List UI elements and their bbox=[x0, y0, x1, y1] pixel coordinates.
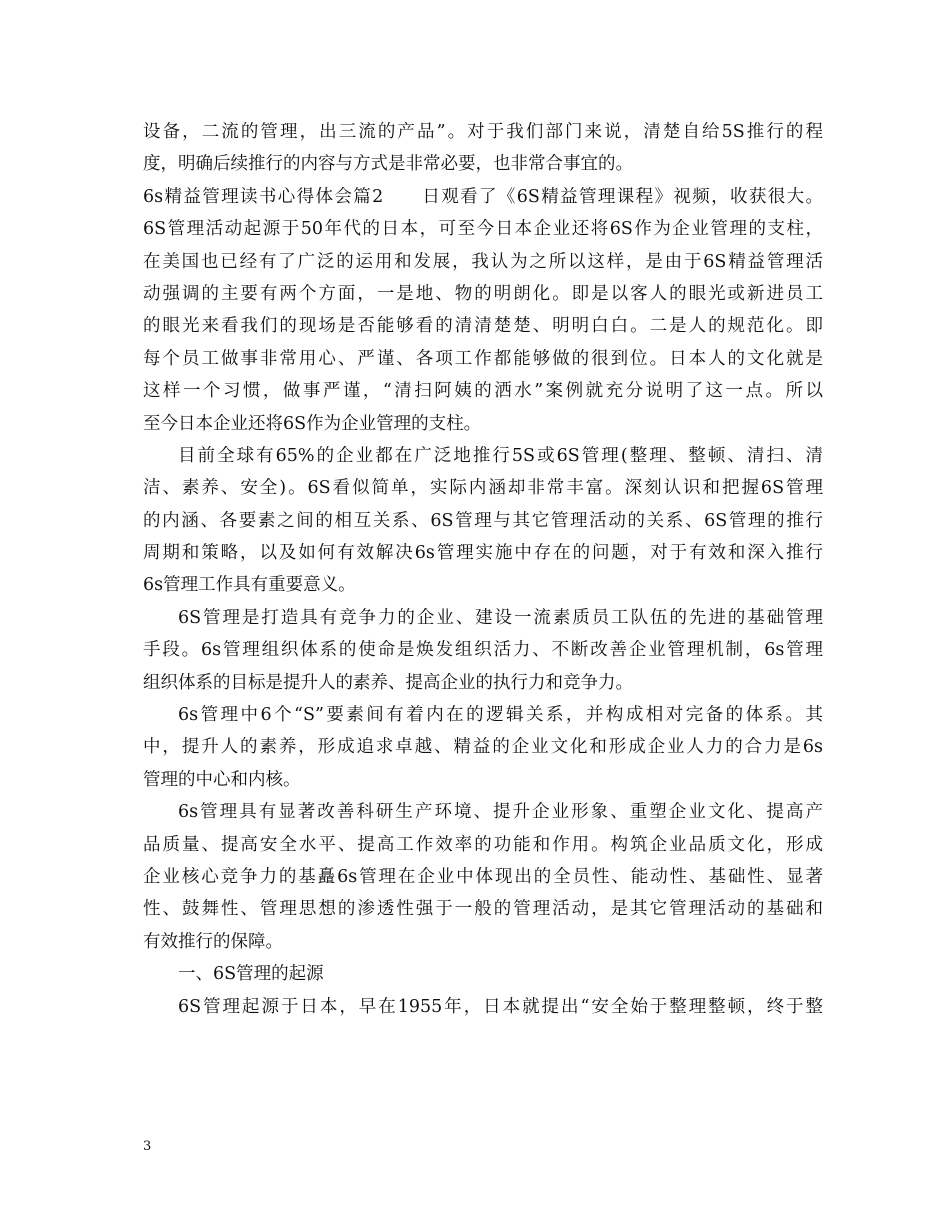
text-line: 管理的中心和内核。 bbox=[143, 769, 301, 790]
text-line: 洁、素养、安全)。6S看似简单，实际内涵却非常丰富。深刻认识和把握6S管理 bbox=[143, 478, 823, 499]
text-line: 手段。6s管理组织体系的使命是焕发组织活力、不断改善企业管理机制，6s管理 bbox=[143, 640, 823, 661]
text-line: 动强调的主要有两个方面，一是地、物的明朗化。即是以客人的眼光或新进员工 bbox=[143, 283, 823, 304]
text-line: 至今日本企业还将6S作为企业管理的支柱。 bbox=[143, 413, 482, 434]
text-line: 企业核心竞争力的基矗6s管理在企业中体现出的全员性、能动性、基础性、显著 bbox=[143, 866, 823, 887]
paragraph-first-line: 6S管理是打造具有竞争力的企业、建设一流素质员工队伍的先进的基础管理 bbox=[178, 607, 823, 628]
page-number: 3 bbox=[143, 1139, 152, 1154]
paragraph-first-line: 目前全球有65%的企业都在广泛地推行5S或6S管理(整理、整顿、清扫、清 bbox=[178, 445, 823, 466]
text-line: 在美国也已经有了广泛的运用和发展，我认为之所以这样，是由于6S精益管理活 bbox=[143, 251, 823, 272]
text-line: 组织体系的目标是提升人的素养、提高企业的执行力和竞争力。 bbox=[143, 672, 633, 693]
text-line: 6s精益管理读书心得体会篇2 日观看了《6S精益管理课程》视频，收获很大。 bbox=[143, 186, 823, 207]
text-line: 周期和策略，以及如何有效解决6s管理实施中存在的问题，对于有效和深入推行 bbox=[143, 543, 823, 564]
document-body bbox=[143, 116, 823, 1023]
paragraph-first-line: 6s管理中6个“S”要素间有着内在的逻辑关系，并构成相对完备的体系。其 bbox=[178, 705, 823, 726]
text-line: 6s管理工作具有重要意义。 bbox=[143, 575, 356, 596]
text-line: 的眼光来看我们的现场是否能够看的清清楚楚、明明白白。二是人的规范化。即 bbox=[143, 316, 823, 337]
text-line: 品质量、提高安全水平、提高工作效率的功能和作用。构筑企业品质文化，形成 bbox=[143, 834, 823, 855]
text-line: 度，明确后续推行的内容与方式是非常必要，也非常合事宜的。 bbox=[143, 154, 633, 175]
paragraph-first-line: 6S管理起源于日本，早在1955年，日本就提出“安全始于整理整顿，终于整 bbox=[178, 996, 823, 1017]
text-line: 性、鼓舞性、管理思想的渗透性强于一般的管理活动，是其它管理活动的基础和 bbox=[143, 899, 823, 920]
text-line: 设备，二流的管理，出三流的产品”。对于我们部门来说，清楚自给5S推行的程 bbox=[143, 122, 823, 142]
section-heading: 一、6S管理的起源 bbox=[178, 964, 324, 985]
paragraph-first-line: 6s管理具有显著改善科研生产环境、提升企业形象、重塑企业文化、提高产 bbox=[178, 802, 823, 823]
text-line: 有效推行的保障。 bbox=[143, 931, 283, 952]
text-line: 6S管理活动起源于50年代的日本，可至今日本企业还将6S作为企业管理的支柱， bbox=[143, 219, 823, 240]
text-line: 每个员工做事非常用心、严谨、各项工作都能够做的很到位。日本人的文化就是 bbox=[143, 348, 823, 369]
text-line: 中，提升人的素养，形成追求卓越、精益的企业文化和形成企业人力的合力是6s bbox=[143, 737, 823, 758]
text-line: 这样一个习惯，做事严谨，“清扫阿姨的洒水”案例就充分说明了这一点。所以 bbox=[143, 381, 823, 402]
text-line: 的内涵、各要素之间的相互关系、6S管理与其它管理活动的关系、6S管理的推行 bbox=[143, 510, 823, 531]
